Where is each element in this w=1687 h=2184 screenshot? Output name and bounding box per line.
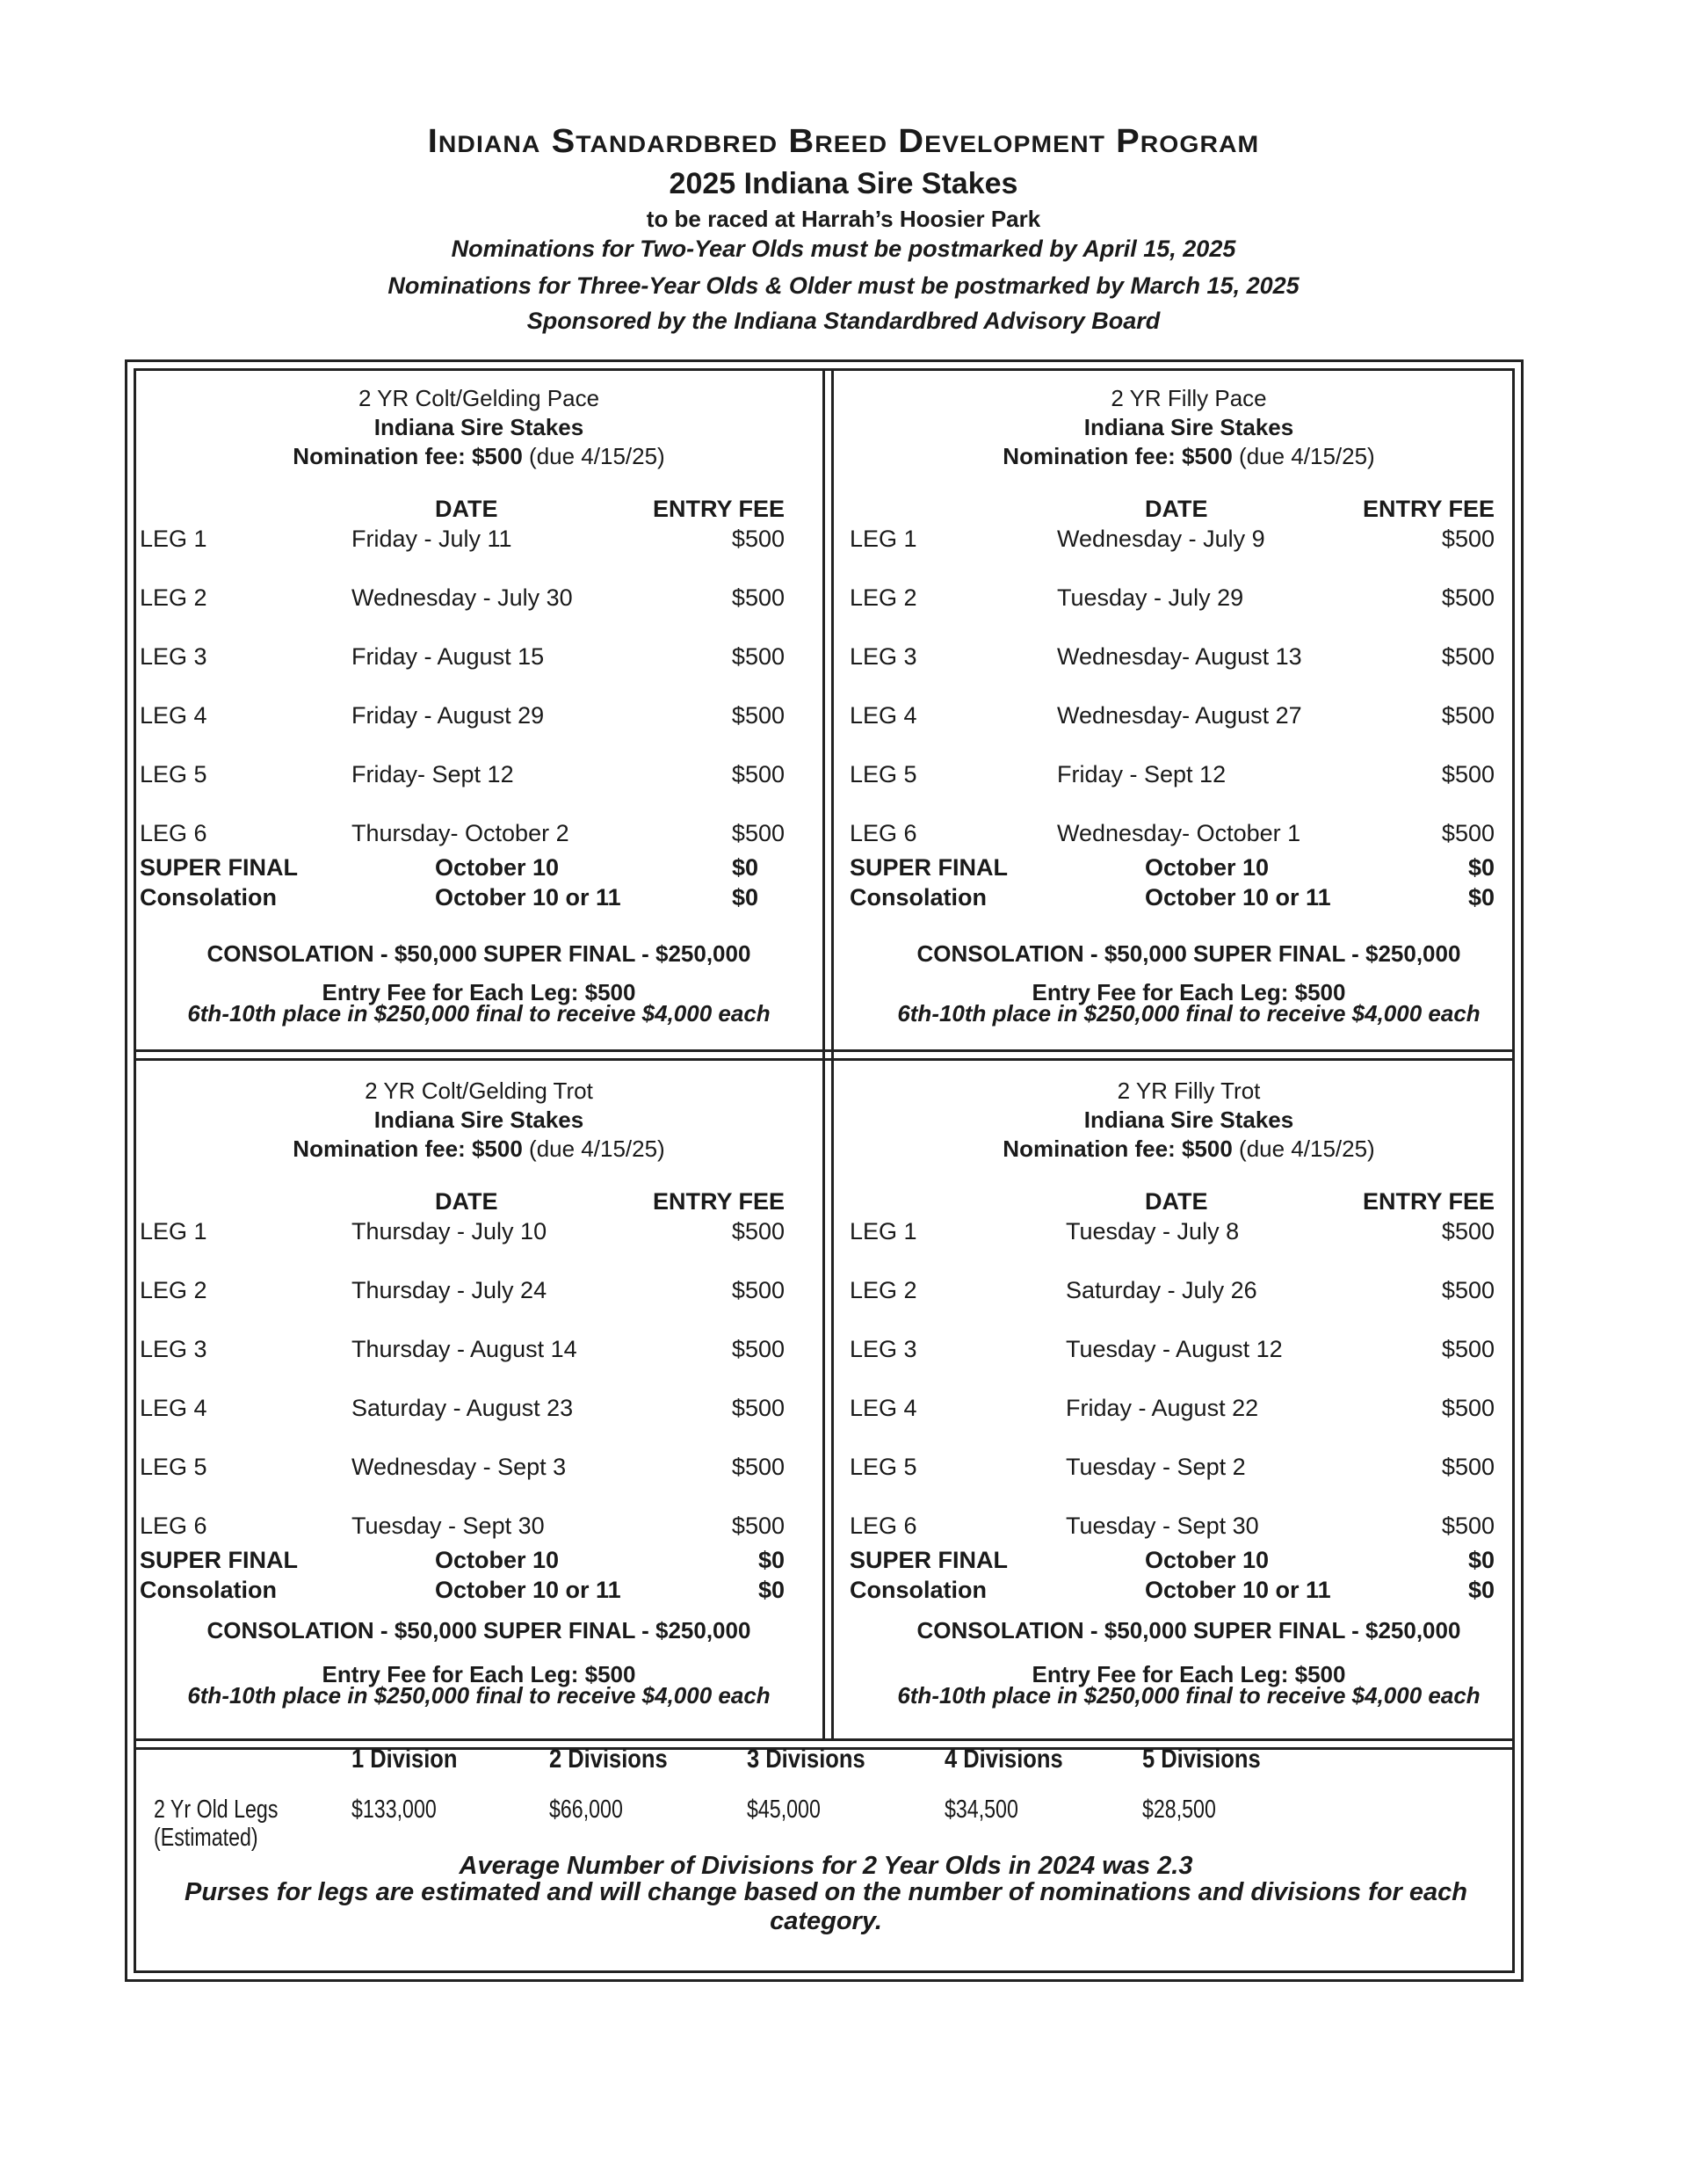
super-final-fee: $0 (1467, 1547, 1495, 1573)
super-final-row (846, 1547, 1531, 1577)
leg-label: LEG 4 (850, 702, 917, 729)
purse-estimate-note: Purses for legs are estimated and will change based on the number of nominations and divisions for each category. (185, 1878, 1467, 1935)
leg-row (846, 702, 1531, 732)
leg-label: LEG 5 (140, 1454, 207, 1480)
leg-label: LEG 1 (850, 526, 917, 552)
column-header-date: DATE (435, 496, 498, 522)
division-value: $133,000 (351, 1796, 437, 1824)
super-final-label: SUPER FINAL (850, 854, 1009, 881)
super-final-fee: $0 (757, 1547, 785, 1573)
leg-date: Friday- Sept 12 (351, 761, 514, 787)
leg-row (136, 1454, 822, 1484)
panel-stakes-name: Indiana Sire Stakes (373, 414, 584, 440)
leg-row (136, 584, 822, 614)
column-header-entry-fee: ENTRY FEE (652, 1188, 785, 1215)
nomination-fee (846, 1136, 1531, 1163)
leg-row (846, 1277, 1531, 1307)
division-value: $66,000 (549, 1796, 623, 1824)
leg-date: Saturday - July 26 (1066, 1277, 1257, 1303)
consolation-label: Consolation (850, 884, 987, 911)
consolation-label: Consolation (140, 884, 277, 911)
leg-label: LEG 6 (140, 820, 207, 846)
leg-row (136, 526, 822, 555)
purse-summary: CONSOLATION - $50,000 SUPER FINAL - $250,000 (206, 1617, 751, 1643)
leg-date: Thursday- October 2 (351, 820, 569, 846)
leg-date: Wednesday - July 9 (1057, 526, 1265, 552)
place-award-note: 6th-10th place in $250,000 final to receive $4,000 each (897, 1682, 1481, 1709)
leg-row (136, 1395, 822, 1425)
division-row-label (154, 1796, 278, 1852)
consolation-date: October 10 or 11 (1145, 884, 1331, 911)
leg-entry-fee: $500 (1441, 1395, 1495, 1421)
purse-summary: CONSOLATION - $50,000 SUPER FINAL - $250,000 (916, 940, 1461, 967)
nomination-deadline-two-year: Nominations for Two-Year Olds must be postmarked by April 15, 2025 (451, 236, 1236, 262)
column-header-entry-fee: ENTRY FEE (652, 496, 785, 522)
leg-entry-fee: $500 (731, 820, 785, 846)
leg-entry-fee: $500 (1441, 526, 1495, 552)
leg-entry-fee: $500 (731, 643, 785, 670)
super-final-date: October 10 (1145, 854, 1270, 881)
super-final-row (136, 854, 822, 884)
leg-entry-fee: $500 (1441, 1277, 1495, 1303)
leg-row (846, 526, 1531, 555)
leg-date: Friday - August 22 (1066, 1395, 1259, 1421)
average-divisions-note: Average Number of Divisions for 2 Year Olds in 2024 was 2.3 (459, 1852, 1193, 1880)
division-value: $34,500 (945, 1796, 1018, 1824)
super-final-label: SUPER FINAL (850, 1547, 1009, 1573)
consolation-label: Consolation (850, 1577, 987, 1603)
leg-label: LEG 2 (850, 1277, 917, 1303)
row-divider (134, 1049, 1515, 1052)
leg-date: Wednesday- August 13 (1057, 643, 1302, 670)
super-final-date: October 10 (435, 1547, 560, 1573)
division-value: $45,000 (747, 1796, 821, 1824)
consolation-fee: $0 (1467, 1577, 1495, 1603)
leg-entry-fee: $500 (1441, 584, 1495, 611)
leg-row (846, 820, 1531, 850)
nomination-due: (due 4/15/25) (1232, 443, 1375, 469)
division-row-label-main: 2 Yr Old Legs (154, 1796, 279, 1824)
leg-entry-fee: $500 (731, 1336, 785, 1362)
leg-entry-fee: $500 (1441, 702, 1495, 729)
leg-row (136, 702, 822, 732)
panel-category: 2 YR Colt/Gelding Trot (365, 1077, 593, 1104)
leg-entry-fee: $500 (731, 1513, 785, 1539)
leg-date: Wednesday- August 27 (1057, 702, 1302, 729)
sponsor-line: Sponsored by the Indiana Standardbred Advisory Board (526, 308, 1161, 334)
consolation-label: Consolation (140, 1577, 277, 1603)
purse-summary: CONSOLATION - $50,000 SUPER FINAL - $250,000 (206, 940, 751, 967)
leg-row (846, 1395, 1531, 1425)
leg-label: LEG 6 (850, 1513, 917, 1539)
place-award-note: 6th-10th place in $250,000 final to receive $4,000 each (897, 1000, 1481, 1027)
leg-label: LEG 1 (140, 526, 207, 552)
leg-label: LEG 1 (140, 1218, 207, 1244)
leg-entry-fee: $500 (731, 702, 785, 729)
place-award-note: 6th-10th place in $250,000 final to receive $4,000 each (187, 1000, 771, 1027)
panel-stakes-name: Indiana Sire Stakes (373, 1107, 584, 1133)
leg-row (846, 1336, 1531, 1366)
nomination-due: (due 4/15/25) (522, 1136, 665, 1162)
consolation-row (846, 1577, 1531, 1607)
leg-label: LEG 1 (850, 1218, 917, 1244)
leg-row (136, 820, 822, 850)
leg-date: Thursday - July 10 (351, 1218, 547, 1244)
leg-entry-fee: $500 (731, 1277, 785, 1303)
leg-date: Wednesday - Sept 3 (351, 1454, 567, 1480)
divisions-section (136, 1745, 1516, 1973)
leg-entry-fee: $500 (731, 1454, 785, 1480)
venue-line: to be raced at Harrah’s Hoosier Park (646, 206, 1041, 232)
leg-row (846, 584, 1531, 614)
column-header-date: DATE (1145, 496, 1208, 522)
leg-label: LEG 5 (140, 761, 207, 787)
division-header: 1 Division (351, 1745, 458, 1774)
row-divider (134, 1738, 1515, 1741)
nomination-fee-label: Nomination fee: $500 (1003, 443, 1233, 469)
entry-fee-each-leg: Entry Fee for Each Leg: $500 (1032, 979, 1346, 1005)
leg-entry-fee: $500 (731, 584, 785, 611)
super-final-row (136, 1547, 822, 1577)
leg-row (136, 1277, 822, 1307)
leg-date: Tuesday - Sept 30 (351, 1513, 545, 1539)
leg-row (846, 1218, 1531, 1248)
nomination-fee-label: Nomination fee: $500 (293, 443, 523, 469)
leg-entry-fee: $500 (1441, 820, 1495, 846)
entry-fee-each-leg: Entry Fee for Each Leg: $500 (322, 1661, 636, 1687)
leg-date: Tuesday - Sept 30 (1066, 1513, 1259, 1539)
leg-date: Friday - July 11 (351, 526, 512, 552)
nomination-fee (136, 443, 822, 470)
super-final-fee: $0 (1467, 854, 1495, 881)
consolation-date: October 10 or 11 (435, 1577, 621, 1603)
panel-stakes-name: Indiana Sire Stakes (1083, 1107, 1294, 1133)
leg-label: LEG 4 (850, 1395, 917, 1421)
consolation-fee: $0 (731, 884, 758, 911)
nomination-fee-label: Nomination fee: $500 (293, 1136, 523, 1162)
leg-entry-fee: $500 (731, 526, 785, 552)
division-header: 2 Divisions (549, 1745, 668, 1774)
leg-date: Saturday - August 23 (351, 1395, 574, 1421)
column-divider (831, 368, 834, 1739)
leg-entry-fee: $500 (1441, 761, 1495, 787)
leg-date: Tuesday - July 29 (1057, 584, 1244, 611)
leg-date: Friday - August 29 (351, 702, 545, 729)
nomination-deadline-three-year: Nominations for Three-Year Olds & Older must be postmarked by March 15, 2025 (387, 272, 1300, 299)
document-title: Indiana Standardbred Breed Development Program (427, 123, 1260, 160)
place-award-note: 6th-10th place in $250,000 final to receive $4,000 each (187, 1682, 771, 1709)
leg-row (136, 1218, 822, 1248)
consolation-fee: $0 (757, 1577, 785, 1603)
leg-date: Tuesday - Sept 2 (1066, 1454, 1246, 1480)
division-row-label-sub: (Estimated) (154, 1824, 258, 1852)
document-subtitle: 2025 Indiana Sire Stakes (669, 167, 1018, 200)
consolation-row (846, 884, 1531, 914)
leg-entry-fee: $500 (1441, 1336, 1495, 1362)
consolation-date: October 10 or 11 (435, 884, 621, 911)
panel-category: 2 YR Filly Trot (1117, 1077, 1261, 1104)
leg-entry-fee: $500 (1441, 643, 1495, 670)
leg-label: LEG 4 (140, 702, 207, 729)
leg-label: LEG 5 (850, 761, 917, 787)
column-header-entry-fee: ENTRY FEE (1362, 1188, 1495, 1215)
leg-date: Thursday - July 24 (351, 1277, 547, 1303)
division-value: $28,500 (1142, 1796, 1216, 1824)
leg-label: LEG 3 (140, 643, 207, 670)
column-header-date: DATE (435, 1188, 498, 1215)
leg-label: LEG 2 (850, 584, 917, 611)
consolation-row (136, 884, 822, 914)
leg-label: LEG 2 (140, 584, 207, 611)
consolation-fee: $0 (1467, 884, 1495, 911)
leg-entry-fee: $500 (731, 761, 785, 787)
leg-date: Wednesday - July 30 (351, 584, 573, 611)
entry-fee-each-leg: Entry Fee for Each Leg: $500 (322, 979, 636, 1005)
leg-label: LEG 3 (850, 643, 917, 670)
leg-row (846, 643, 1531, 673)
leg-label: LEG 2 (140, 1277, 207, 1303)
nomination-fee (136, 1136, 822, 1163)
leg-row (846, 1454, 1531, 1484)
leg-label: LEG 3 (850, 1336, 917, 1362)
division-header: 3 Divisions (747, 1745, 865, 1774)
leg-row (136, 1336, 822, 1366)
column-header-entry-fee: ENTRY FEE (1362, 496, 1495, 522)
super-final-row (846, 854, 1531, 884)
panel-category: 2 YR Colt/Gelding Pace (358, 385, 600, 411)
panel-stakes-name: Indiana Sire Stakes (1083, 414, 1294, 440)
super-final-label: SUPER FINAL (140, 1547, 299, 1573)
leg-date: Friday - August 15 (351, 643, 545, 670)
leg-entry-fee: $500 (731, 1218, 785, 1244)
leg-label: LEG 4 (140, 1395, 207, 1421)
consolation-row (136, 1577, 822, 1607)
leg-row (136, 643, 822, 673)
leg-label: LEG 5 (850, 1454, 917, 1480)
column-header-date: DATE (1145, 1188, 1208, 1215)
leg-date: Friday - Sept 12 (1057, 761, 1227, 787)
leg-entry-fee: $500 (1441, 1218, 1495, 1244)
super-final-date: October 10 (1145, 1547, 1270, 1573)
nomination-due: (due 4/15/25) (1232, 1136, 1375, 1162)
leg-entry-fee: $500 (1441, 1513, 1495, 1539)
leg-row (136, 761, 822, 791)
leg-row (136, 1513, 822, 1542)
leg-row (846, 761, 1531, 791)
leg-entry-fee: $500 (1441, 1454, 1495, 1480)
leg-date: Tuesday - August 12 (1066, 1336, 1283, 1362)
row-divider (134, 1058, 1515, 1061)
consolation-date: October 10 or 11 (1145, 1577, 1331, 1603)
entry-fee-each-leg: Entry Fee for Each Leg: $500 (1032, 1661, 1346, 1687)
leg-label: LEG 6 (850, 820, 917, 846)
purse-summary: CONSOLATION - $50,000 SUPER FINAL - $250,000 (916, 1617, 1461, 1643)
leg-label: LEG 3 (140, 1336, 207, 1362)
nomination-fee-label: Nomination fee: $500 (1003, 1136, 1233, 1162)
super-final-fee: $0 (731, 854, 758, 881)
panel-category: 2 YR Filly Pace (1111, 385, 1267, 411)
leg-date: Tuesday - July 8 (1066, 1218, 1240, 1244)
column-divider (822, 368, 825, 1739)
division-header: 4 Divisions (945, 1745, 1063, 1774)
division-header: 5 Divisions (1142, 1745, 1261, 1774)
leg-date: Thursday - August 14 (351, 1336, 577, 1362)
super-final-date: October 10 (435, 854, 560, 881)
leg-date: Wednesday- October 1 (1057, 820, 1301, 846)
nomination-due: (due 4/15/25) (522, 443, 665, 469)
leg-label: LEG 6 (140, 1513, 207, 1539)
nomination-fee (846, 443, 1531, 470)
leg-entry-fee: $500 (731, 1395, 785, 1421)
leg-row (846, 1513, 1531, 1542)
super-final-label: SUPER FINAL (140, 854, 299, 881)
